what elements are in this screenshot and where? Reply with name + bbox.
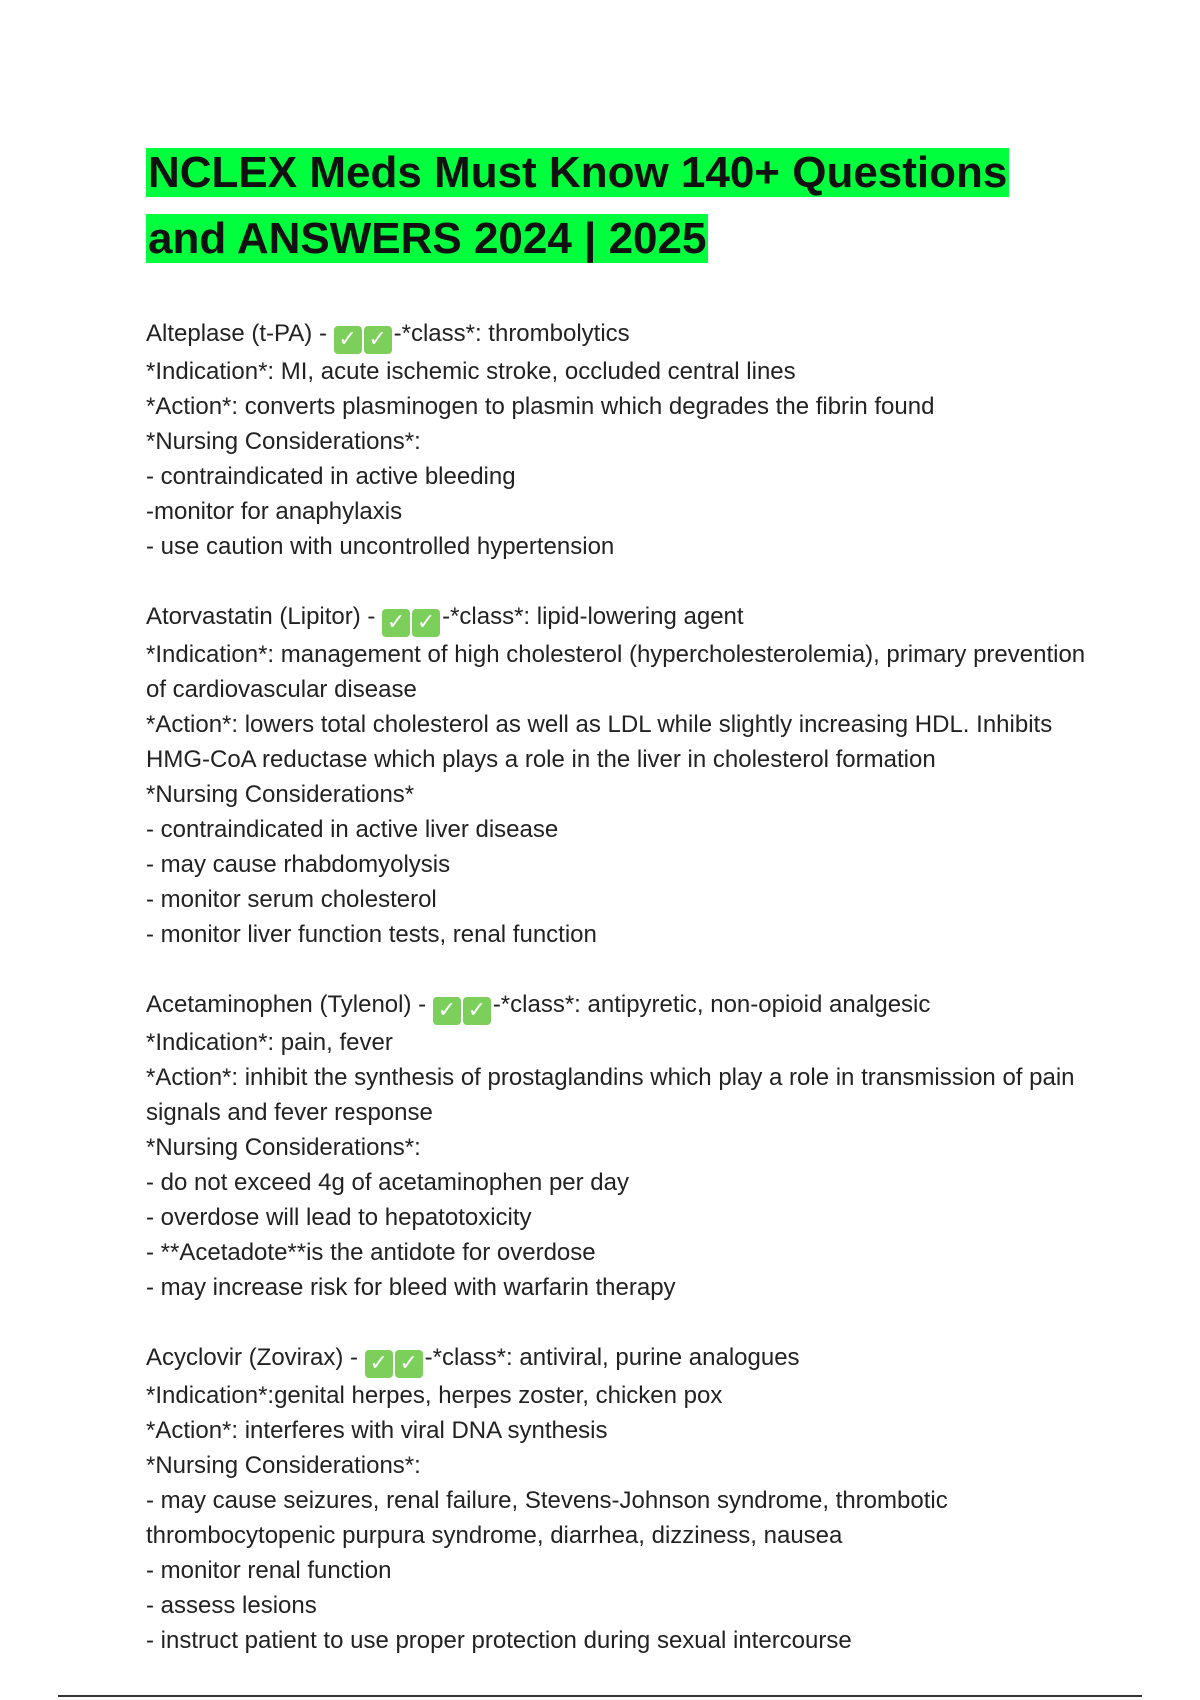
drug-action: *Action*: converts plasminogen to plasmin which degrades the fibrin found	[146, 393, 935, 420]
drug-class: -*class*: antiviral, purine analogues	[424, 1344, 800, 1371]
drug-entries	[146, 316, 1086, 1658]
checkmark-icon: ✓	[382, 609, 410, 637]
drug-class: -*class*: lipid-lowering agent	[442, 603, 744, 630]
drug-header-line	[146, 987, 1086, 1025]
consideration-item: - monitor renal function	[146, 1557, 392, 1584]
consideration-item: - may cause rhabdomyolysis	[146, 851, 451, 878]
checkmark-icon: ✓	[412, 609, 440, 637]
drug-name: Acyclovir (Zovirax) -	[146, 1344, 365, 1371]
drug-class: -*class*: antipyretic, non-opioid analgesic	[492, 991, 931, 1018]
consideration-item: - overdose will lead to hepatotoxicity	[146, 1204, 532, 1231]
drug-name: Atorvastatin (Lipitor) -	[146, 603, 383, 630]
drug-indication: *Indication*: pain, fever	[146, 1029, 393, 1056]
page-bottom-rule	[58, 1695, 1142, 1697]
nursing-considerations-heading: *Nursing Considerations*	[146, 781, 415, 808]
checkmark-icon: ✓	[365, 1350, 393, 1378]
consideration-item: - use caution with uncontrolled hypertension	[146, 533, 615, 560]
drug-entry	[146, 316, 1086, 564]
drug-entry	[146, 1340, 1086, 1658]
drug-indication: *Indication*: management of high cholesterol (hypercholesterolemia), primary prevention of cardiovascular disease	[146, 641, 1086, 703]
nursing-considerations-heading: *Nursing Considerations*:	[146, 428, 421, 455]
drug-entry	[146, 987, 1086, 1305]
consideration-item: - contraindicated in active liver disease	[146, 816, 559, 843]
drug-indication: *Indication*:genital herpes, herpes zoster, chicken pox	[146, 1382, 723, 1409]
consideration-item: - may cause seizures, renal failure, Stevens-Johnson syndrome, thrombotic thrombocytopenic purpura syndrome, diarrhea, dizziness, nausea	[146, 1487, 948, 1549]
consideration-item: - assess lesions	[146, 1592, 317, 1619]
nursing-considerations-heading: *Nursing Considerations*:	[146, 1452, 421, 1479]
drug-name: Acetaminophen (Tylenol) -	[146, 991, 433, 1018]
drug-entry	[146, 599, 1086, 952]
drug-action: *Action*: interferes with viral DNA synthesis	[146, 1417, 608, 1444]
checkmark-icon: ✓	[395, 1350, 423, 1378]
consideration-item: - monitor liver function tests, renal function	[146, 921, 597, 948]
checkmark-icon: ✓	[364, 326, 392, 354]
document-page	[146, 140, 1086, 1693]
consideration-item: -monitor for anaphylaxis	[146, 498, 403, 525]
drug-header-line	[146, 599, 1086, 637]
consideration-item: - instruct patient to use proper protection during sexual intercourse	[146, 1627, 852, 1654]
drug-action: *Action*: inhibit the synthesis of prostaglandins which play a role in transmission of pain signals and fever response	[146, 1064, 1075, 1126]
consideration-item: - may increase risk for bleed with warfarin therapy	[146, 1274, 676, 1301]
drug-action: *Action*: lowers total cholesterol as well as LDL while slightly increasing HDL. Inhibits HMG-CoA reductase which plays a role in the liver in cholesterol formation	[146, 711, 1053, 773]
document-title	[146, 140, 1086, 272]
drug-name: Alteplase (t-PA) -	[146, 320, 334, 347]
title-highlight: NCLEX Meds Must Know 140+ Questions and ANSWERS 2024 | 2025	[148, 148, 1008, 263]
consideration-item: - contraindicated in active bleeding	[146, 463, 516, 490]
consideration-item: - monitor serum cholesterol	[146, 886, 437, 913]
checkmark-icon: ✓	[334, 326, 362, 354]
checkmark-icon: ✓	[463, 997, 491, 1025]
consideration-item: - do not exceed 4g of acetaminophen per day	[146, 1169, 629, 1196]
consideration-item: - **Acetadote**is the antidote for overdose	[146, 1239, 596, 1266]
drug-class: -*class*: thrombolytics	[393, 320, 630, 347]
drug-header-line	[146, 1340, 1086, 1378]
nursing-considerations-heading: *Nursing Considerations*:	[146, 1134, 421, 1161]
checkmark-icon: ✓	[433, 997, 461, 1025]
drug-indication: *Indication*: MI, acute ischemic stroke, occluded central lines	[146, 358, 796, 385]
drug-header-line	[146, 316, 1086, 354]
